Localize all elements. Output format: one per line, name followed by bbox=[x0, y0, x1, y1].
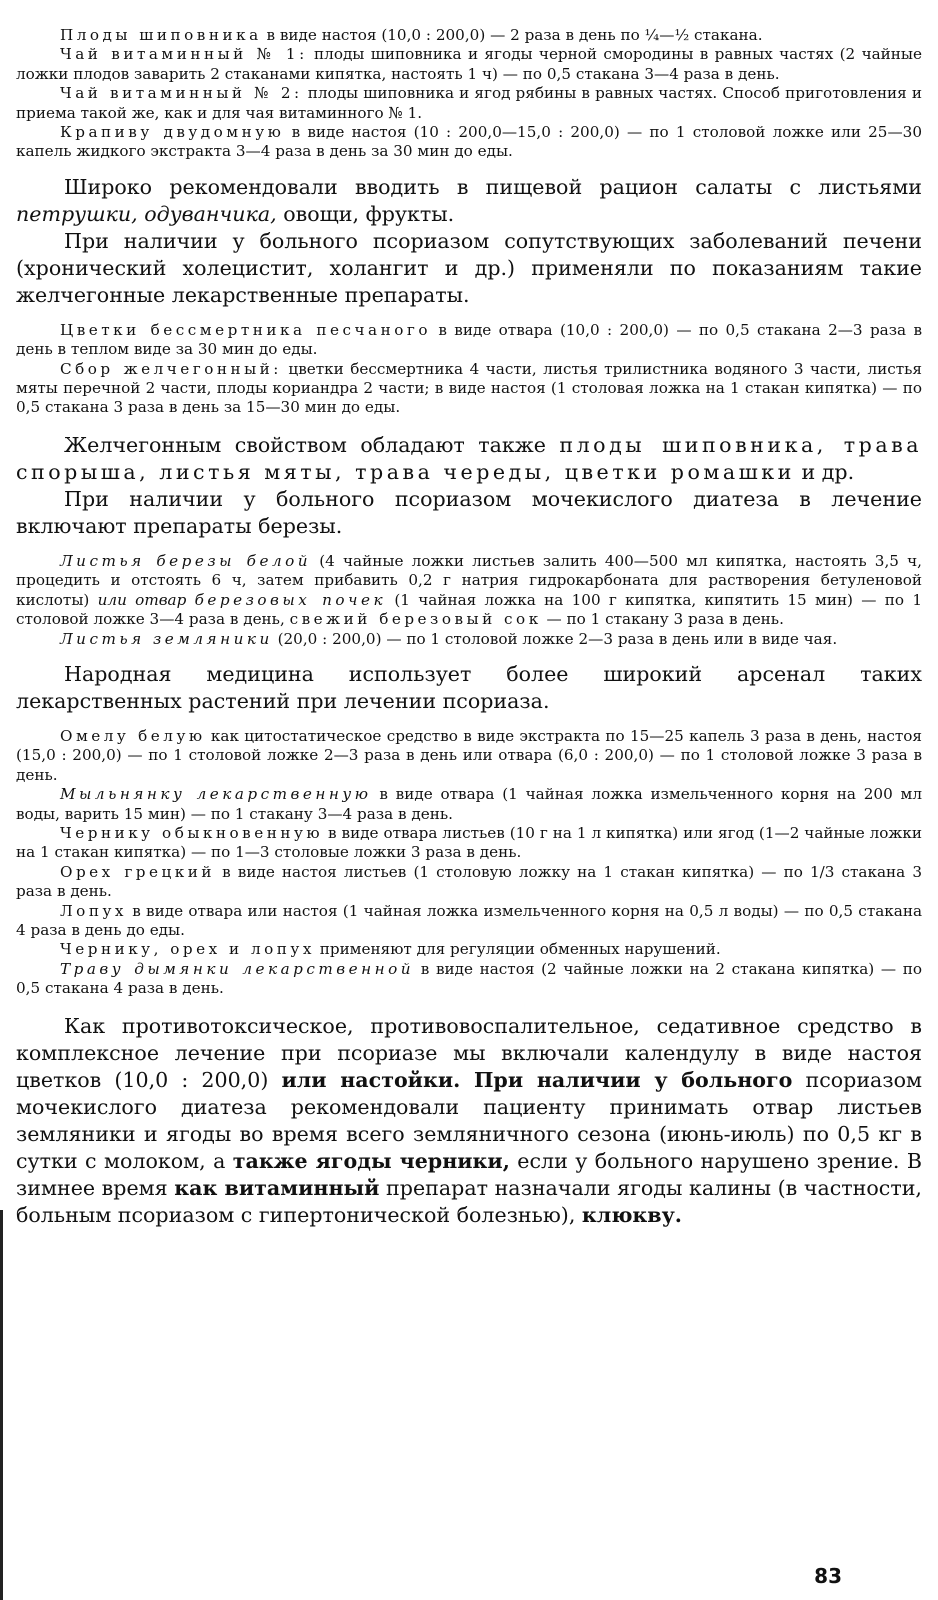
remedy-text: в виде отвара или настоя (1 чайная ложка измельченного корня на 0,5 л воды) — по 0,5 стакана 4 раза в день до еды. bbox=[16, 901, 922, 939]
remedy-name: Чай витаминный № 2: bbox=[60, 84, 303, 103]
remedy-text: в виде отвара (10,0 : 200,0) — по 0,5 стакана 2—3 раза в день в теплом виде за 30 мин до еды. bbox=[16, 320, 922, 359]
remedy-text: плоды шиповника и ягоды черной смородины в равных частях (2 чайные ложки плодов заварить 2 стаканами кипятка, настоять 1 ч) — по 0,5 стакана 3—4 раза в день. bbox=[16, 45, 922, 83]
remedy-text: как цитостатическое средство в виде экстракта по 15—25 капель 3 раза в день, настоя (15,0 : 200,0) — по 1 столовой ложке 2—3 раза в день или отвара (6,0 : 200,0) — по 1 столовой ложке 3 раза в день. bbox=[16, 726, 922, 784]
prescription-list-birch bbox=[16, 552, 922, 649]
remedy-text: применяют для регуляции обменных нарушений. bbox=[314, 940, 721, 959]
prescription-item bbox=[16, 123, 922, 162]
remedy-name: Крапиву двудомную bbox=[60, 123, 285, 142]
prescription-item bbox=[16, 321, 922, 360]
body-paragraph: Широко рекомендовали вводить в пищевой рацион салаты с листьями петрушки, одуванчика, овощи, фрукты. bbox=[16, 174, 922, 226]
page-edge-shadow bbox=[0, 1210, 3, 1600]
remedy-name: березовых почек bbox=[194, 590, 387, 609]
remedy-name: Цветки бессмертника песчаного bbox=[60, 320, 431, 339]
body-paragraph: Народная медицина использует более широкий арсенал таких лекарственных растений при лечении псориаза. bbox=[16, 661, 922, 713]
prescription-item: Листья березы белой (4 чайные ложки листьев залить 400—500 мл кипятка, настоять 3,5 ч, процедить и отстоять 6 ч, затем прибавить 0,2 г натрия гидрокарбоната для растворения бетуленовой кислоты) или отвар березовых почек (1 чайная ложка на 100 г кипятка, кипятить 15 мин) — по 1 столовой ложке 3—4 раза в день, свежий березовый сок — по 1 стакану 3 раза в день. bbox=[16, 551, 923, 629]
remedy-name: свежий березовый сок bbox=[289, 610, 542, 629]
remedy-name: Чернику обыкновенную bbox=[60, 823, 324, 842]
prescription-item bbox=[16, 863, 922, 902]
remedy-text: в виде отвара (1 чайная ложка измельченного корня на 200 мл воды, варить 15 мин) — по 1 стакану 3—4 раза в день. bbox=[16, 785, 922, 823]
document-page bbox=[16, 26, 922, 1229]
remedy-name: Омелу белую bbox=[60, 726, 206, 745]
prescription-item bbox=[16, 45, 922, 84]
prescription-item bbox=[16, 26, 922, 45]
page-number: 83 bbox=[814, 1564, 842, 1588]
prescription-item bbox=[16, 84, 922, 123]
remedy-text: плоды шиповника и ягод рябины в равных частях. Способ приготовления и приема такой же, как и для чая витаминного № 1. bbox=[16, 84, 922, 122]
remedy-text: в виде настоя листьев (1 столовую ложку на 1 стакан кипятка) — по 1/3 стакана 3 раза в день. bbox=[16, 862, 922, 901]
prescription-item bbox=[16, 360, 922, 418]
remedy-name: Листья земляники bbox=[60, 629, 273, 648]
remedy-name: Чай витаминный № 1: bbox=[60, 45, 308, 64]
remedy-text: (20,0 : 200,0) — по 1 столовой ложке 2—3 раза в день или в виде чая. bbox=[272, 629, 838, 648]
remedy-text: цветки бессмертника 4 части, листья трилистника водяного 3 части, листья мяты перечной 2 части, плоды кориандра 2 части; в виде настоя (1 столовая ложка на 1 стакан кипятка) — по 0,5 стакана 3 раза в день за 15—30 мин до еды. bbox=[16, 359, 922, 417]
prescription-item bbox=[16, 785, 922, 824]
remedy-name: Чернику, орех и лопух bbox=[60, 940, 315, 959]
remedy-text: в виде настоя (2 чайные ложки на 2 стакана кипятка) — по 0,5 стакана 4 раза в день. bbox=[16, 959, 922, 998]
remedy-name: Плоды шиповника bbox=[60, 26, 262, 44]
prescription-list-vitamins bbox=[16, 26, 922, 162]
prescription-item bbox=[16, 727, 922, 785]
prescription-item bbox=[16, 902, 922, 941]
remedy-text: в виде настоя (10 : 200,0—15,0 : 200,0) — по 1 столовой ложке или 25—30 капель жидкого экстракта 3—4 раза в день за 30 мин до еды. bbox=[16, 123, 922, 161]
remedy-name: Траву дымянки лекарственной bbox=[60, 959, 415, 978]
body-paragraph: Как противотоксическое, противовоспалительное, седативное средство в комплексное лечение при псориазе мы включали календулу в виде настоя цветков (10,0 : 200,0) или настойки. При наличии у больного псориазом мочекислого диатеза рекомендовали пациенту принимать отвар листьев земляники и ягоды во время всего земляничного сезона (июнь-июль) по 0,5 кг в сутки с молоком, а также ягоды черники, если у больного нарушено зрение. В зимнее время как витаминный препарат назначали ягоды калины (в частности, больным псориазом с гипертонической болезнью), клюкву. bbox=[16, 1013, 922, 1227]
remedy-name: Листья березы белой bbox=[60, 551, 312, 570]
remedy-name: Лопух bbox=[60, 901, 127, 920]
prescription-item bbox=[16, 960, 922, 999]
remedy-text: в виде отвара листьев (10 г на 1 л кипятка) или ягод (1—2 чайные ложки на 1 стакан кипятка) — по 1—3 столовые ложки 3 раза в день. bbox=[16, 823, 922, 862]
body-paragraph: Желчегонным свойством обладают также плоды шиповника, трава спорыша, листья мяты, трава череды, цветки ромашки и др. bbox=[16, 432, 922, 484]
remedy-text: в виде настоя (10,0 : 200,0) — 2 раза в день по ¼—½ стакана. bbox=[261, 26, 763, 44]
remedy-name: Сбор желчегонный: bbox=[60, 359, 282, 378]
body-paragraph: При наличии у больного псориазом сопутствующих заболеваний печени (хронический холецистит, холангит и др.) применяли по показаниям такие желчегонные лекарственные препараты. bbox=[16, 228, 922, 307]
remedy-name: Орех грецкий bbox=[60, 862, 216, 881]
body-paragraph: При наличии у больного псориазом мочекислого диатеза в лечение включают препараты березы. bbox=[16, 486, 922, 538]
prescription-item bbox=[16, 630, 922, 649]
remedy-name: Мыльнянку лекарственную bbox=[60, 785, 372, 804]
prescription-item bbox=[16, 940, 922, 959]
prescription-list-folk bbox=[16, 727, 922, 999]
prescription-item bbox=[16, 824, 922, 863]
prescription-list-choleretic bbox=[16, 321, 922, 418]
